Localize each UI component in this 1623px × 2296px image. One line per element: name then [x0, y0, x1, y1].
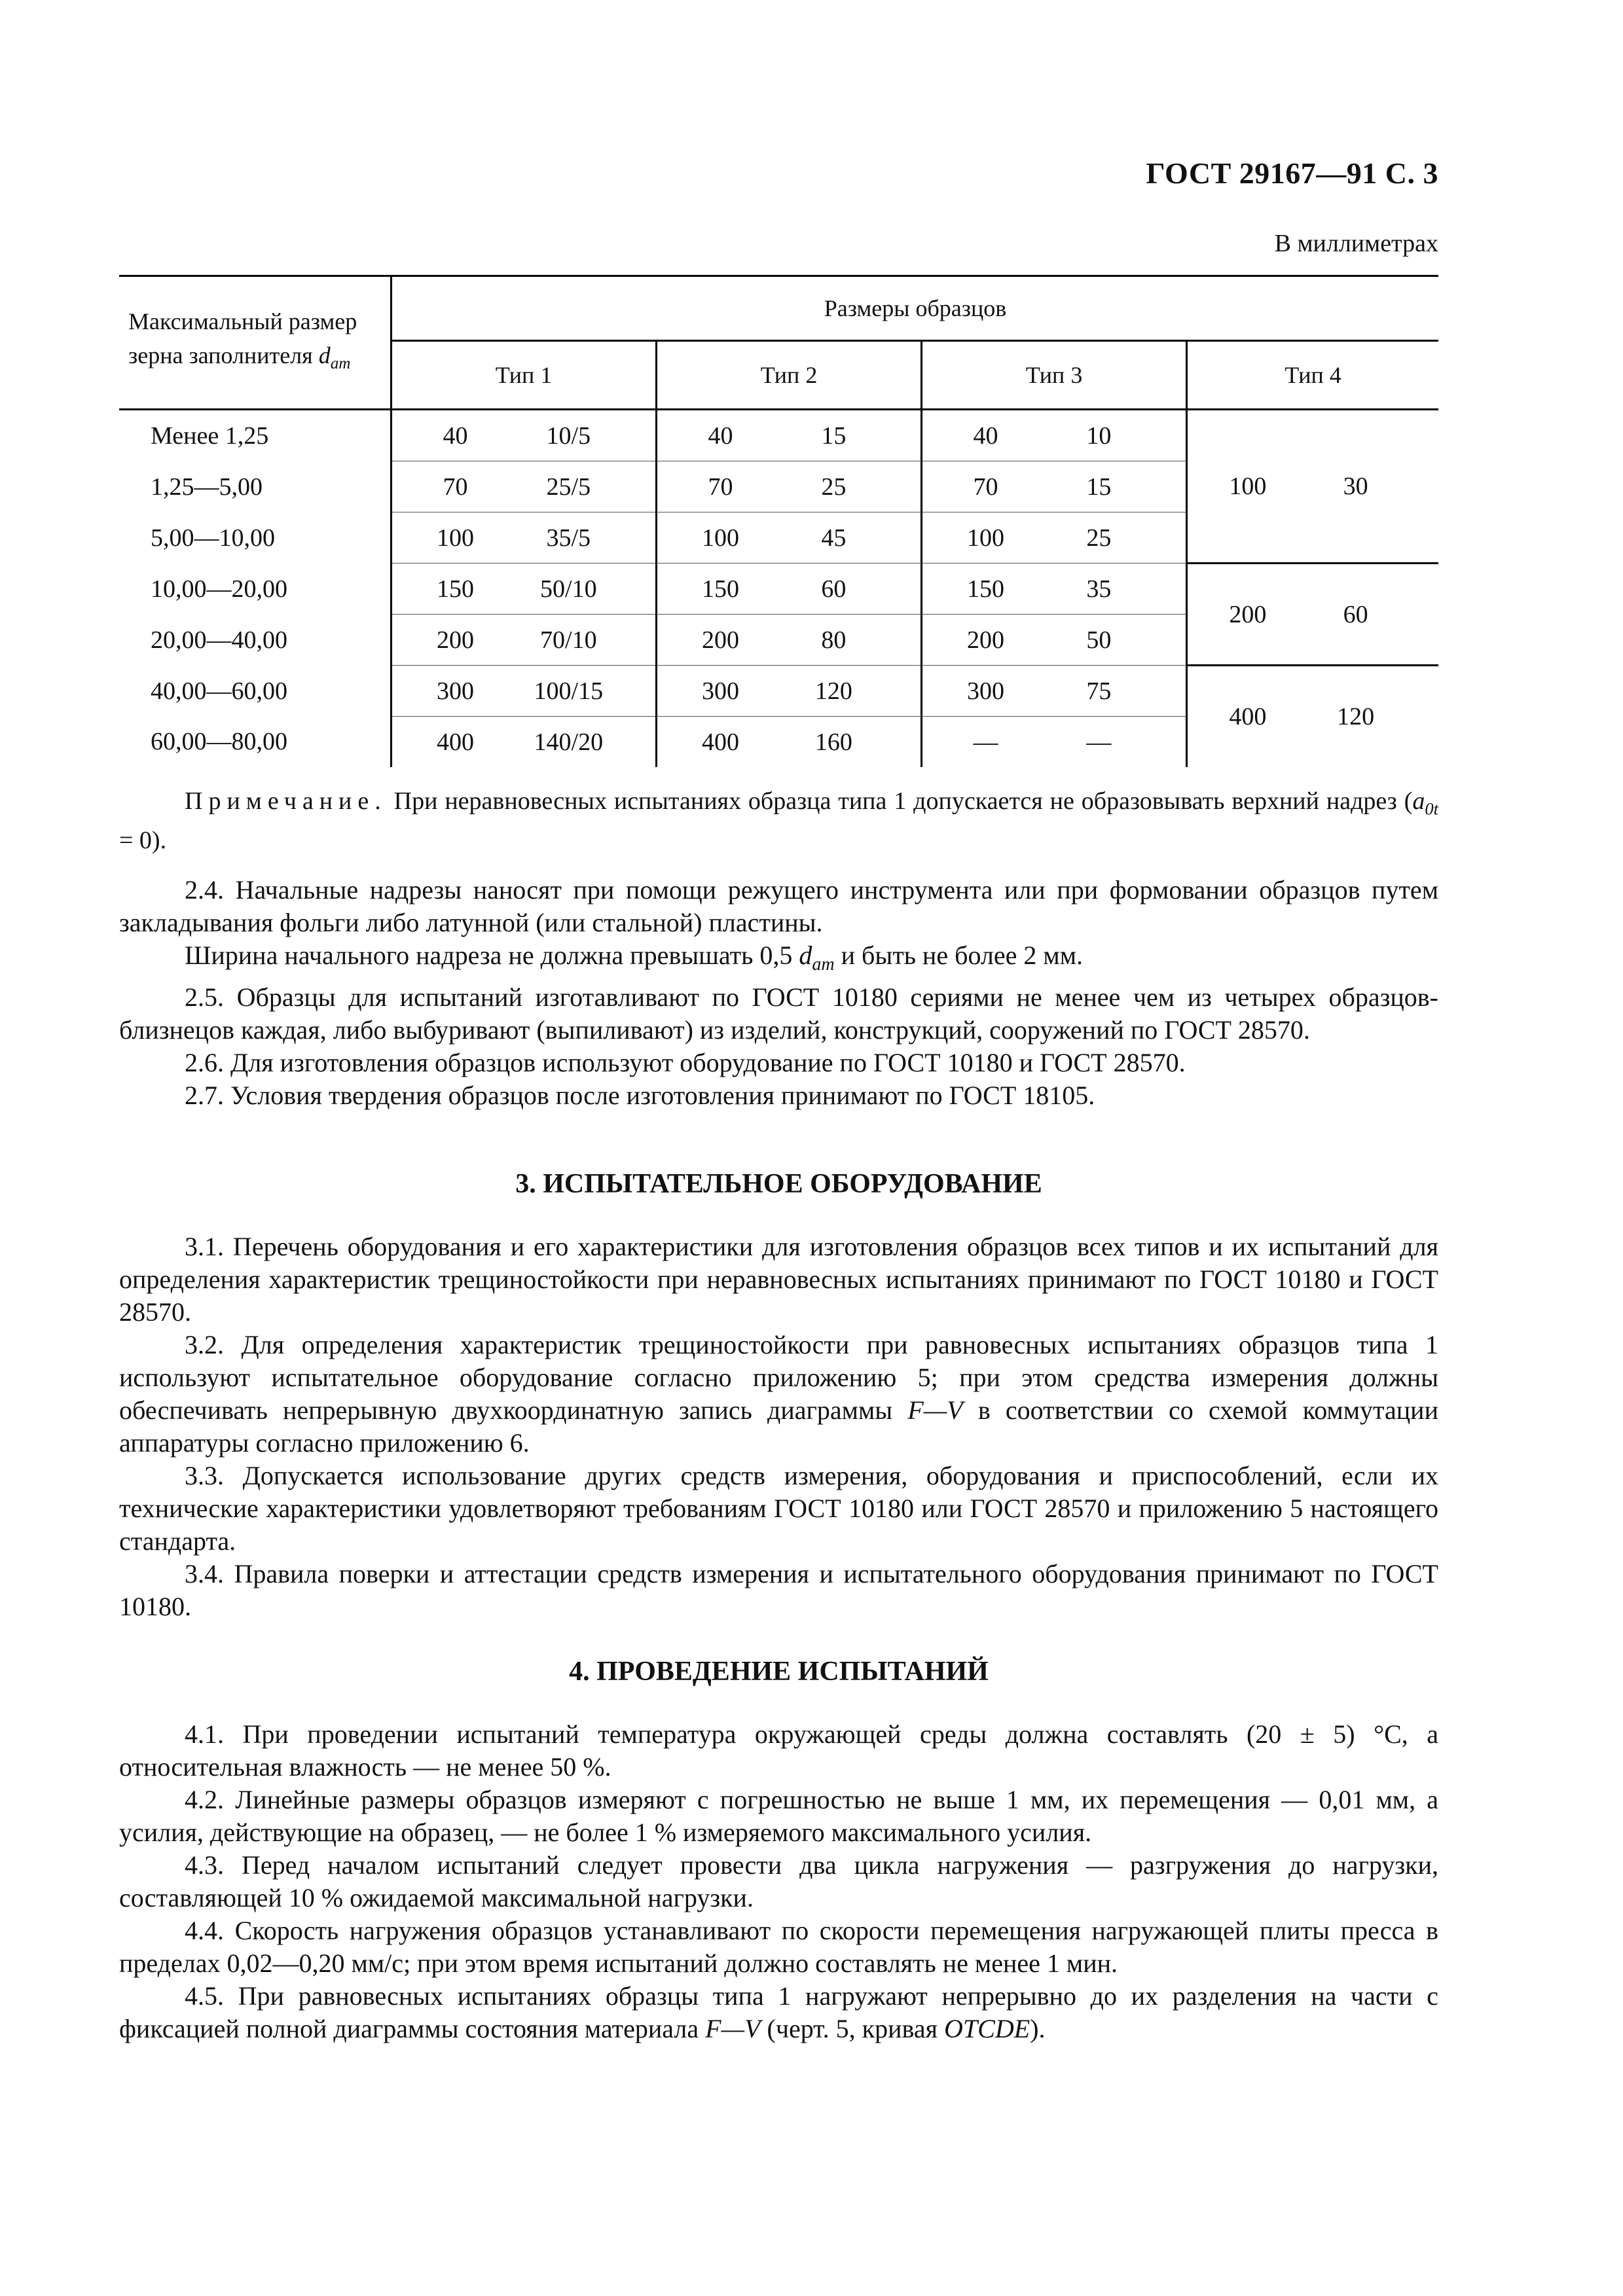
p4-5-start: 4.5. При равновесных испытаниях образцы типа 1 нагружают непрерывно до их разделения на части с фиксацией полной диаграммы состояния материала [119, 1981, 1438, 2043]
type2-length: 100 [701, 524, 739, 552]
p3-2-symbol: F—V [907, 1395, 963, 1425]
section-4-title: 4. ПРОВЕДЕНИЕ ИСПЫТАНИЙ [569, 1657, 989, 1687]
p2-4b-end: и быть не более 2 мм. [834, 941, 1084, 970]
type2-length: 400 [701, 728, 739, 756]
paragraph-2-4-width [119, 939, 1438, 981]
type3-notch: 25 [1086, 524, 1112, 552]
grain-size-cell: 5,00—10,00 [119, 512, 392, 564]
type3-length: 40 [973, 422, 998, 450]
type1-length: 100 [436, 524, 474, 552]
type1-notch: 70/10 [540, 626, 597, 654]
type2-length: 150 [701, 575, 739, 603]
paragraph-4-4: 4.4. Скорость нагружения образцов устанавливают по скорости перемещения нагружающей плиты пресса в пределах 0,02—0,20 мм/с; при этом время испытаний должно составлять не менее 1 мин. [119, 1916, 1438, 1978]
type2-length: 300 [701, 677, 739, 705]
type-3-header: Тип 3 [922, 341, 1187, 410]
type4-length: 200 [1229, 600, 1267, 628]
type3-notch: 35 [1086, 575, 1112, 603]
type1-notch: 100/15 [534, 677, 604, 705]
type1-length: 70 [443, 473, 468, 501]
type2-length: 200 [701, 626, 739, 654]
grain-size-cell: 1,25—5,00 [119, 461, 392, 512]
type3-notch: 75 [1086, 677, 1112, 705]
section-2-continuation [119, 874, 1438, 1112]
note-symbol: a [1412, 787, 1425, 815]
type1-notch: 140/20 [534, 728, 604, 756]
type3-notch: 10 [1086, 422, 1112, 450]
section-4-body [119, 1718, 1438, 2045]
type2-notch: 60 [821, 575, 847, 603]
p3-2-start: 3.2. Для определения характеристик трещиностойкости при равновесных испытаниях образцов типа 1 используют испытательное оборудование согласно приложению 5; при этом средства измерения должны обеспечивать непрерывную двухкоординатную запись диаграммы [119, 1330, 1438, 1425]
paragraph-3-1: 3.1. Перечень оборудования и его характеристики для изготовления образцов всех типов и их испытаний для определения характеристик трещиностойкости при неравновесных испытаниях принимают по ГОСТ 10180 и ГОСТ 28570. [119, 1232, 1438, 1327]
type-2-header: Тип 2 [657, 341, 922, 410]
type1-length: 200 [436, 626, 474, 654]
paragraph-3-3: 3.3. Допускается использование других средств измерения, оборудования и приспособлений, если их технические характеристики удовлетворяют требованиям ГОСТ 10180 или ГОСТ 28570 и приложению 5 настоящего стандарта. [119, 1461, 1438, 1556]
paragraph-2-4: 2.4. Начальные надрезы наносят при помощи режущего инструмента или при формовании образцов путем закладывания фольги либо латунной (или стальной) пластины. [119, 875, 1438, 937]
type2-length: 70 [708, 473, 733, 501]
type3-length: — [973, 728, 998, 756]
type2-notch: 160 [814, 728, 852, 756]
note-text: При неравновесных испытаниях образца типа 1 допускается не образовывать верхний надрез ( [386, 787, 1413, 815]
table-row [119, 410, 1438, 461]
p2-4b-subscript: am [812, 954, 835, 975]
grain-size-cell: 10,00—20,00 [119, 564, 392, 615]
type1-notch: 35/5 [546, 524, 591, 552]
table-units-label: В миллиметрах [1274, 230, 1438, 257]
p4-5-mid: (черт. 5, кривая [760, 2014, 945, 2043]
paragraph-3-2 [119, 1329, 1438, 1460]
type4-length: 100 [1229, 473, 1267, 500]
type3-notch: — [1086, 728, 1112, 756]
page-header: ГОСТ 29167—91 С. 3 [1146, 156, 1438, 190]
type2-notch: 80 [821, 626, 847, 654]
grain-size-cell: 20,00—40,00 [119, 615, 392, 666]
note-text-end: = 0). [119, 826, 167, 854]
paragraph-3-4: 3.4. Правила поверки и аттестации средств измерения и испытательного оборудования принимают по ГОСТ 10180. [119, 1559, 1438, 1621]
section-3-title: 3. ИСПЫТАТЕЛЬНОЕ ОБОРУДОВАНИЕ [515, 1169, 1042, 1199]
p2-4b-symbol: d [799, 941, 812, 970]
type3-length: 100 [966, 524, 1004, 552]
sizes-header: Размеры образцов [392, 276, 1439, 341]
p2-4b-start: Ширина начального надреза не должна превышать 0,5 [185, 941, 799, 970]
note-subscript: 0t [1425, 798, 1438, 819]
type3-length: 200 [966, 626, 1004, 654]
grain-size-cell: 40,00—60,00 [119, 666, 392, 717]
type1-length: 400 [436, 728, 474, 756]
grain-size-cell: 60,00—80,00 [119, 717, 392, 768]
specimen-sizes-table [119, 275, 1438, 767]
type4-length: 400 [1229, 703, 1267, 730]
type1-notch: 10/5 [546, 422, 591, 450]
note-label: Примечание. [185, 787, 387, 815]
type3-notch: 50 [1086, 626, 1112, 654]
paragraph-4-1: 4.1. При проведении испытаний температура окружающей среды должна составлять (20 ± 5) °С, а относительная влажность — не менее 50 %. [119, 1719, 1438, 1782]
section-3-body [119, 1230, 1438, 1623]
type2-length: 40 [708, 422, 733, 450]
grain-size-cell: Менее 1,25 [119, 410, 392, 461]
table-row [119, 564, 1438, 615]
type3-length: 150 [966, 575, 1004, 603]
type3-notch: 15 [1086, 473, 1112, 501]
type-1-header: Тип 1 [392, 341, 657, 410]
table-note [119, 785, 1438, 856]
type3-length: 70 [973, 473, 998, 501]
type2-notch: 15 [821, 422, 847, 450]
p3-2-end: в соответствии со схемой коммутации аппаратуры согласно приложению 6. [119, 1395, 1438, 1458]
p4-5-symbol: F—V [705, 2014, 761, 2043]
paragraph-4-2: 4.2. Линейные размеры образцов измеряют с погрешностью не выше 1 мм, их перемещения — 0,01 мм, а усилия, действующие на образец, — не более 1 % измеряемого максимального усилия. [119, 1785, 1438, 1847]
grain-size-column-header [119, 276, 392, 410]
type2-notch: 45 [821, 524, 847, 552]
type1-notch: 50/10 [540, 575, 597, 603]
type1-notch: 25/5 [546, 473, 591, 501]
type1-length: 40 [443, 422, 468, 450]
p4-5-curve: OTCDE [944, 2014, 1030, 2043]
type-4-header: Тип 4 [1187, 341, 1439, 410]
p4-5-end: ). [1030, 2014, 1046, 2043]
type4-notch: 120 [1337, 703, 1375, 730]
grain-size-subscript: am [330, 355, 351, 373]
grain-size-symbol: d [318, 342, 331, 368]
paragraph-4-5 [119, 1980, 1438, 2045]
paragraph-2-7: 2.7. Условия твердения образцов после изготовления принимают по ГОСТ 18105. [185, 1081, 1095, 1110]
type1-length: 300 [436, 677, 474, 705]
table-row [119, 666, 1438, 717]
type1-length: 150 [436, 575, 474, 603]
grain-size-header-text: Максимальный размер зерна заполнителя [128, 308, 357, 368]
paragraph-4-3: 4.3. Перед началом испытаний следует провести два цикла нагружения — разгружения до нагрузки, составляющей 10 % ожидаемой максимальной нагрузки. [119, 1850, 1438, 1912]
type4-notch: 60 [1343, 600, 1368, 628]
paragraph-2-5: 2.5. Образцы для испытаний изготавливают по ГОСТ 10180 сериями не менее чем из четырех образцов-близнецов каждая, либо выбуривают (выпиливают) из изделий, конструкций, сооружений по ГОСТ 28570. [119, 982, 1438, 1045]
type2-notch: 120 [814, 677, 852, 705]
type4-notch: 30 [1343, 473, 1368, 500]
paragraph-2-6: 2.6. Для изготовления образцов используют оборудование по ГОСТ 10180 и ГОСТ 28570. [185, 1048, 1186, 1077]
type3-length: 300 [966, 677, 1004, 705]
type2-notch: 25 [821, 473, 847, 501]
